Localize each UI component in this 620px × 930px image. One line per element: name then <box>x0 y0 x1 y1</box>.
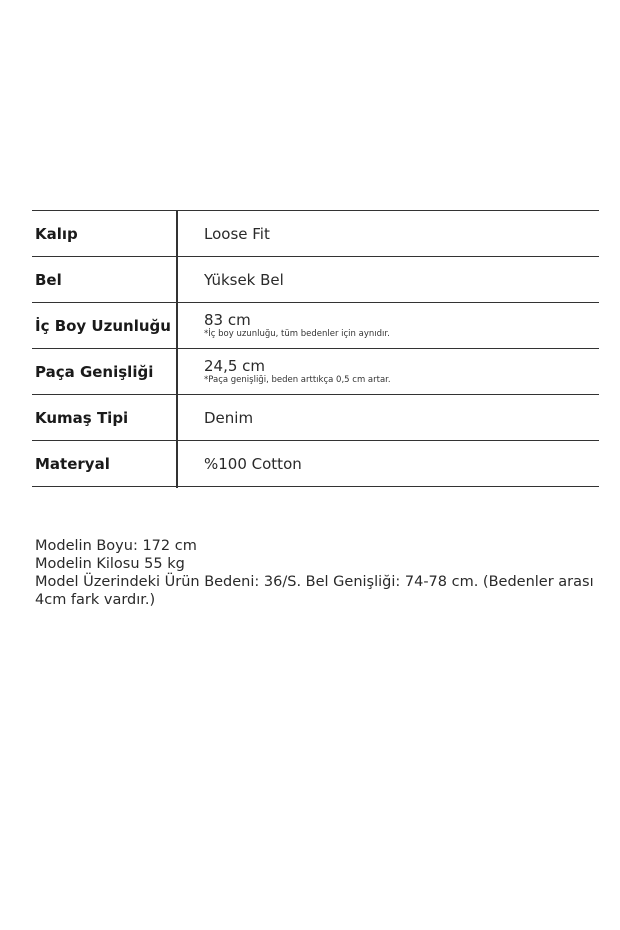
spec-value-cell <box>204 395 253 440</box>
spec-value-cell <box>204 257 284 302</box>
spec-value: Loose Fit <box>204 224 270 243</box>
spec-label: Paça Genişliği <box>35 362 154 381</box>
spec-value: Denim <box>204 408 254 427</box>
spec-row-bel <box>32 257 599 303</box>
spec-value-cell <box>204 349 391 394</box>
spec-value: 83 cm <box>204 311 251 329</box>
spec-label: Kalıp <box>35 224 78 243</box>
spec-row-ic-boy <box>32 303 599 349</box>
model-weight: Modelin Kilosu 55 kg <box>35 556 185 572</box>
model-height: Modelin Boyu: 172 cm <box>35 538 197 554</box>
spec-value: 24,5 cm <box>204 357 266 375</box>
spec-row-paca <box>32 349 599 395</box>
spec-label: Materyal <box>35 454 110 473</box>
spec-label: Bel <box>35 270 62 289</box>
model-size: Model Üzerindeki Ürün Bedeni: 36/S. Bel Genişliği: 74-78 cm. (Bedenler arası 4cm fark vardır.) <box>35 574 594 608</box>
spec-note: *İç boy uzunluğu, tüm bedenler için aynıdır. <box>204 329 390 339</box>
model-info <box>35 537 595 609</box>
spec-row-kumas <box>32 395 599 441</box>
spec-note: *Paça genişliği, beden arttıkça 0,5 cm artar. <box>204 375 391 385</box>
spec-value-cell <box>204 303 390 348</box>
spec-row-materyal <box>32 441 599 487</box>
spec-label: İç Boy Uzunluğu <box>35 316 171 335</box>
spec-value-cell <box>204 211 270 256</box>
spec-value: %100 Cotton <box>204 454 302 473</box>
spec-value-cell <box>204 441 302 486</box>
spec-value: Yüksek Bel <box>204 270 284 289</box>
spec-table <box>32 210 599 487</box>
spec-label: Kumaş Tipi <box>35 408 129 427</box>
spec-row-kalip <box>32 211 599 257</box>
